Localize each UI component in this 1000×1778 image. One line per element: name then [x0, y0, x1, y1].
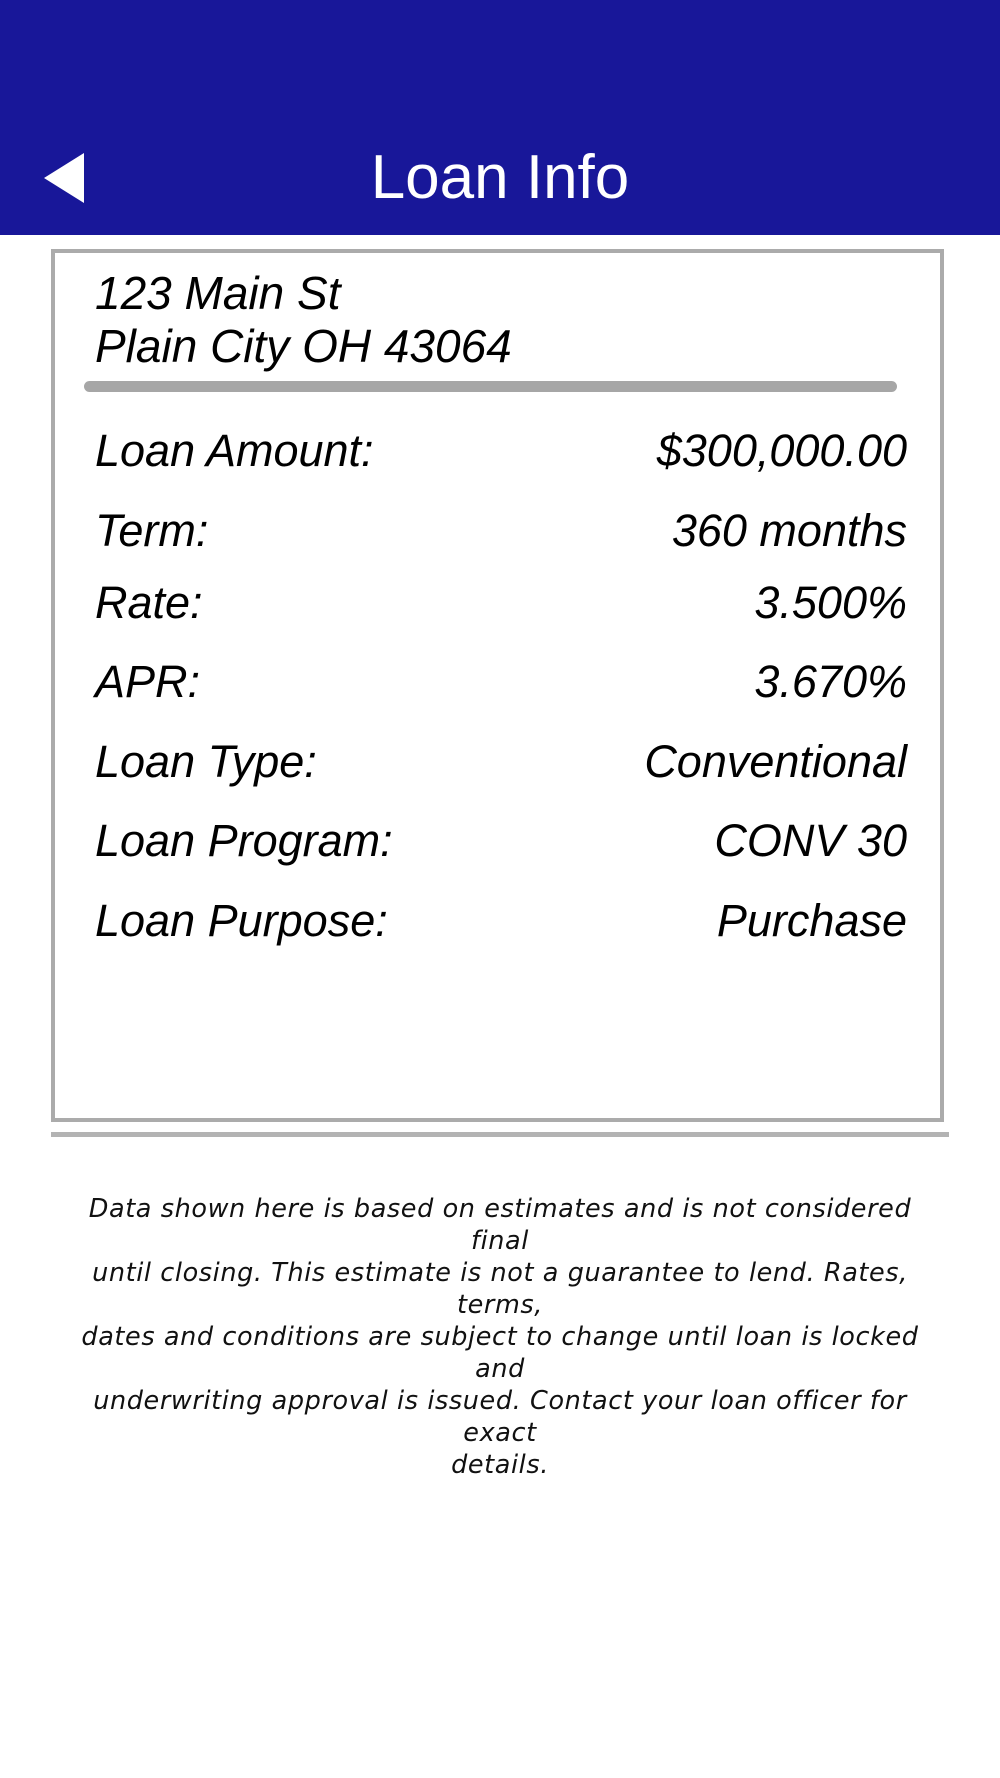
detail-label: Loan Purpose: [95, 895, 388, 946]
disclaimer-line: dates and conditions are subject to change until loan is locked and [81, 1322, 919, 1384]
detail-label: Rate: [95, 577, 203, 628]
detail-label: Term: [95, 505, 209, 556]
card-bottom-rule [51, 1132, 949, 1137]
app-header [0, 0, 1000, 235]
detail-value: 360 months [671, 505, 907, 556]
detail-value: Purchase [716, 895, 907, 946]
detail-label: Loan Program: [95, 815, 393, 866]
detail-label: APR: [95, 656, 201, 707]
detail-value: CONV 30 [714, 815, 907, 866]
address-line-2: Plain City OH 43064 [95, 320, 512, 372]
detail-value: $300,000.00 [656, 425, 907, 476]
detail-value: 3.670% [754, 656, 907, 707]
disclaimer-text [60, 1193, 940, 1481]
detail-row-loan-purpose [95, 891, 907, 951]
detail-row-loan-program [95, 811, 907, 871]
detail-value: Conventional [644, 736, 907, 787]
address-divider [84, 381, 897, 392]
loan-info-card [51, 249, 944, 1122]
disclaimer-line: Data shown here is based on estimates and is not considered final [88, 1194, 912, 1256]
detail-row-rate [95, 573, 907, 633]
disclaimer-line: details. [451, 1450, 549, 1480]
property-address [95, 267, 512, 373]
page-title: Loan Info [370, 143, 630, 212]
detail-row-apr [95, 652, 907, 712]
detail-row-loan-amount [95, 421, 907, 481]
detail-value: 3.500% [754, 577, 907, 628]
detail-row-term [95, 501, 907, 561]
detail-row-loan-type [95, 732, 907, 792]
detail-label: Loan Type: [95, 736, 317, 787]
disclaimer-line: underwriting approval is issued. Contact your loan officer for exact [93, 1386, 907, 1448]
detail-label: Loan Amount: [95, 425, 374, 476]
disclaimer-line: until closing. This estimate is not a guarantee to lend. Rates, terms, [92, 1258, 908, 1320]
address-line-1: 123 Main St [95, 267, 341, 319]
